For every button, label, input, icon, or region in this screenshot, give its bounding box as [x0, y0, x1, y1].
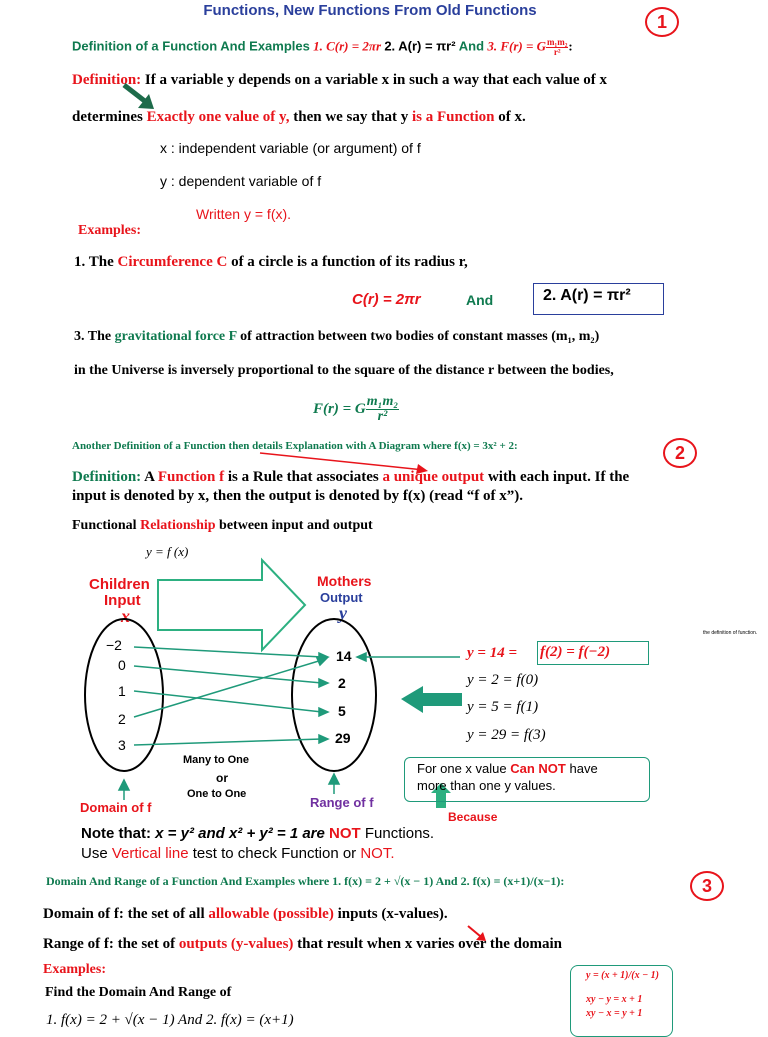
examples-label: Examples: [78, 223, 141, 238]
section1-ex3-fraction: $\frac{\text{m₁m₂}}{\text{r²}}$ [547, 37, 568, 57]
definition1-line2: determines Exactly one value of y, then we say that y is a Function of x. [72, 109, 526, 125]
many-to-one-label: Many to One [183, 754, 250, 766]
because-label: Because [448, 810, 498, 824]
example3-line1: 3. The gravitational force F of attraction between two bodies of constant masses (m₁, m₂) [74, 329, 600, 344]
section1-and: And [458, 38, 485, 54]
value-row-14: y = 14 = [467, 645, 518, 661]
definition1-text1: If a variable y depends on a variable x in such a way that each value of x [144, 72, 608, 88]
page-title: Functions, New Functions From Old Functions [203, 2, 537, 19]
value-row-2: y = 2 = f(0) [467, 672, 539, 688]
range-label: Range of f [310, 795, 374, 810]
output-value-29: 29 [335, 730, 351, 746]
definition2-line2: input is denoted by x, then the output is denoted by f(x) (read “f of x”). [72, 488, 524, 504]
output-value-5: 5 [338, 703, 346, 719]
range-definition: Range of f: the set of outputs (y-values) that result when x varies over the domain [43, 936, 563, 952]
example1-text: 1. The Circumference C of a circle is a function of its radius r, [74, 254, 468, 270]
section3-heading: Domain And Range of a Function And Examples where 1. f(x) = 2 + √(x − 1) And 2. f(x) = (x+1)/(x−1): [46, 874, 565, 888]
range-ellipse [292, 619, 376, 771]
output-label: Output [320, 590, 363, 605]
output-value-2: 2 [338, 675, 346, 691]
definition1-label: Definition: [72, 72, 142, 88]
gravity-fraction: $\frac{\text{m₁m₂}}{\text{r²}}$ [366, 394, 399, 424]
section1-heading: Definition of a Function And Examples 1. C(r) = 2πr 2. A(r) = πr² And 3. F(r) = G $\frac{\text{m₁m₂}}{\text{r²}}$ : [72, 37, 573, 57]
section1-heading-text: Definition of a Function And Examples [72, 38, 310, 54]
example-and: And [466, 292, 494, 308]
vertical-line-test: Use Vertical line test to check Function or NOT. [81, 845, 395, 862]
badge-three: 3 [690, 871, 724, 901]
domain-label: Domain of f [80, 800, 152, 815]
examples-label-2: Examples: [43, 962, 106, 977]
note-box-line2: more than one y values. [417, 778, 556, 793]
find-domain-range: Find the Domain And Range of [45, 985, 232, 1000]
input-value-3: 3 [118, 737, 126, 753]
input-label: Input [104, 592, 141, 609]
input-value-0: 0 [118, 657, 126, 673]
side-work-line2: xy − y = x + 1 [586, 994, 643, 1005]
gravity-formula: F(r) = G $\frac{\text{m₁m₂}}{\text{r²}}$ [313, 394, 399, 424]
section1-ex2: 2. A(r) = πr² [384, 38, 456, 54]
written-notation: Written y = f(x). [196, 206, 292, 222]
domain-definition: Domain of f: the set of all allowable (possible) inputs (x-values). [43, 906, 448, 922]
note-that-line: Note that: x = y² and x² + y² = 1 are NOT Functions. [81, 825, 435, 842]
value-row-14-rhs: f(2) = f(−2) [540, 644, 611, 660]
map-line-3 [134, 739, 322, 745]
example3-line2: in the Universe is inversely proportional to the square of the distance r between the bodies, [74, 363, 614, 378]
section1-ex3: 3. F(r) = G [487, 38, 547, 54]
or-label: or [216, 771, 228, 785]
input-value-2: 2 [118, 711, 126, 727]
side-note: the definition of function. [703, 630, 758, 636]
badge-two: 2 [663, 438, 697, 468]
input-value-1: 1 [118, 683, 126, 699]
value-row-5: y = 5 = f(1) [467, 699, 539, 715]
circumference-formula: C(r) = 2πr [352, 291, 421, 308]
mothers-label: Mothers [317, 573, 372, 589]
side-work-line3: xy − x = y + 1 [586, 1008, 643, 1019]
one-to-one-label: One to One [187, 788, 247, 800]
badge-one: 1 [645, 7, 679, 37]
side-work-line1: y = (x + 1)/(x − 1) [586, 970, 659, 981]
dependent-variable: y : dependent variable of f [160, 173, 322, 189]
value-row-29: y = 29 = f(3) [467, 727, 546, 743]
input-variable: x [121, 606, 130, 626]
independent-variable: x : independent variable (or argument) of f [160, 140, 421, 156]
output-variable: y [339, 603, 347, 623]
map-line-neg2 [134, 647, 322, 657]
input-value-neg2: −2 [106, 637, 122, 653]
definition2-line1: Definition: A Function f is a Rule that associates a unique output with each input. If the [72, 469, 630, 485]
section1-ex1: 1. C(r) = 2πr [313, 38, 382, 54]
section2-heading: Another Definition of a Function then details Explanation with A Diagram where f(x) = 3x² + 2: [72, 440, 518, 452]
functional-relationship: Functional Relationship between input and output [72, 518, 373, 533]
function-rule-arrow [158, 560, 305, 650]
children-label: Children [89, 576, 150, 593]
big-left-arrow [401, 686, 462, 713]
note-box-line1: For one x value Can NOT have [417, 761, 598, 776]
area-formula: 2. A(r) = πr² [543, 287, 631, 304]
output-value-14: 14 [336, 648, 352, 664]
bottom-examples: 1. f(x) = 2 + √(x − 1) And 2. f(x) = (x+1) [46, 1012, 294, 1028]
function-equation: y = f (x) [146, 544, 189, 559]
